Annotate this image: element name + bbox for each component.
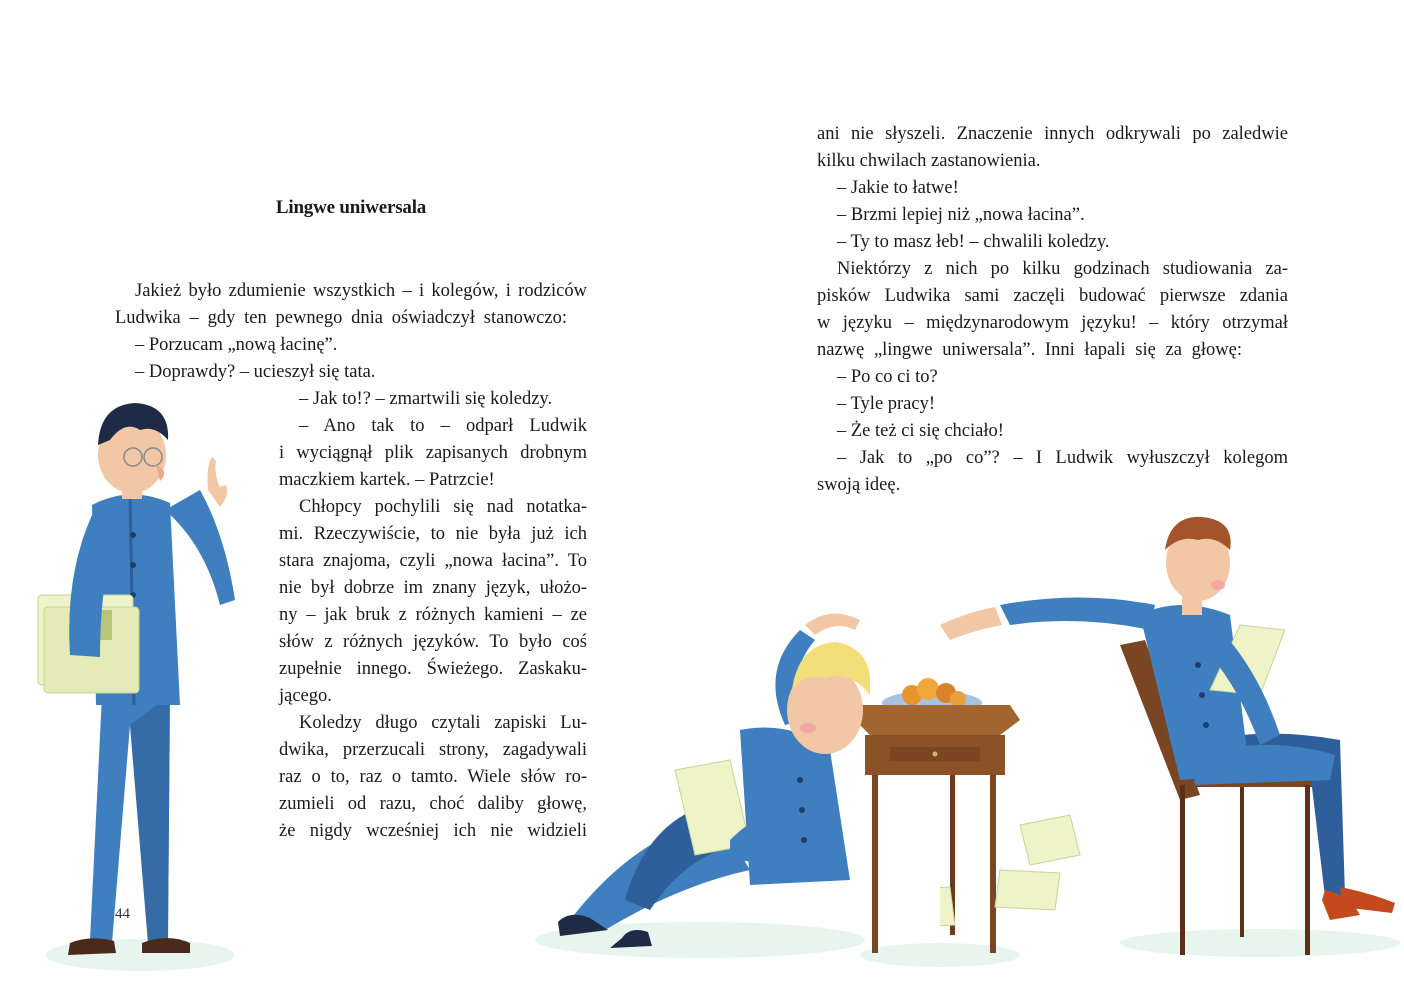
text-line: pisków Ludwika sami zaczęli budować pierwsze zdania: [817, 286, 1288, 306]
text-line: – Po co ci to?: [837, 367, 938, 387]
text-line: kilku chwilach zastanowienia.: [817, 151, 1041, 171]
text-line: swoją ideę.: [817, 475, 901, 495]
text-line: maczkiem kartek. – Patrzcie!: [279, 470, 495, 490]
chapter-title: Lingwe uniwersala: [275, 197, 427, 218]
text-line: – Porzucam „nową łacinę”.: [135, 335, 338, 355]
text-line: nie był dobrze im znany język, ułożo-: [279, 578, 587, 598]
page-number: 44: [115, 906, 130, 922]
text-line: zupełnie innego. Świeżego. Zaskaku-: [279, 659, 587, 679]
text-line: ny – jak bruk z różnych kamieni – ze: [279, 605, 587, 625]
text-line: słów z różnych języków. To było coś: [279, 632, 587, 652]
text-line: i wyciągnął plik zapisanych drobnym: [279, 443, 587, 463]
boy-on-chair-illustration: [940, 515, 1404, 965]
text-line: – Jak to „po co”? – I Ludwik wyłuszczył kolegom: [837, 448, 1288, 468]
text-line: raz o to, raz o tamto. Wiele słów ro-: [279, 767, 587, 787]
text-line: – Że też ci się chciało!: [837, 421, 1004, 441]
text-line: – Ty to masz łeb! – chwalili koledzy.: [837, 232, 1110, 252]
text-line: zumieli od razu, choć daliby głowę,: [279, 794, 587, 814]
text-line: Koledzy długo czytali zapiski Lu-: [299, 713, 587, 733]
text-line: stara znajoma, czyli „nowa łacina”. To: [279, 551, 587, 571]
text-line: Ludwika – gdy ten pewnego dnia oświadczył stanowczo:: [115, 308, 567, 328]
text-line: że nigdy wcześniej ich nie widzieli: [279, 821, 587, 841]
text-line: Chłopcy pochylili się nad notatka-: [299, 497, 587, 517]
text-line: – Doprawdy? – ucieszył się tata.: [135, 362, 376, 382]
text-line: ani nie słyszeli. Znaczenie innych odkrywali po zaledwie: [817, 124, 1288, 144]
text-line: nazwę „lingwe uniwersala”. Inni łapali się za głowę:: [817, 340, 1242, 360]
text-line: – Jakie to łatwe!: [837, 178, 959, 198]
text-line: Niektórzy z nich po kilku godzinach studiowania za-: [837, 259, 1288, 279]
text-line: Jakież było zdumienie wszystkich – i kolegów, i rodziców: [135, 281, 587, 301]
text-line: jącego.: [279, 686, 332, 706]
text-line: w języku – międzynarodowym języku! – który otrzymał: [817, 313, 1288, 333]
text-line: – Jak to!? – zmartwili się koledzy.: [299, 389, 553, 409]
text-line: dwika, przerzucali strony, zagadywali: [279, 740, 587, 760]
text-line: – Tyle pracy!: [837, 394, 936, 414]
ludwik-standing-illustration: [30, 395, 250, 980]
text-line: – Brzmi lepiej niż „nowa łacina”.: [837, 205, 1085, 225]
text-line: mi. Rzeczywiście, to nie była już ich: [279, 524, 587, 544]
text-line: – Ano tak to – odparł Ludwik: [299, 416, 587, 436]
